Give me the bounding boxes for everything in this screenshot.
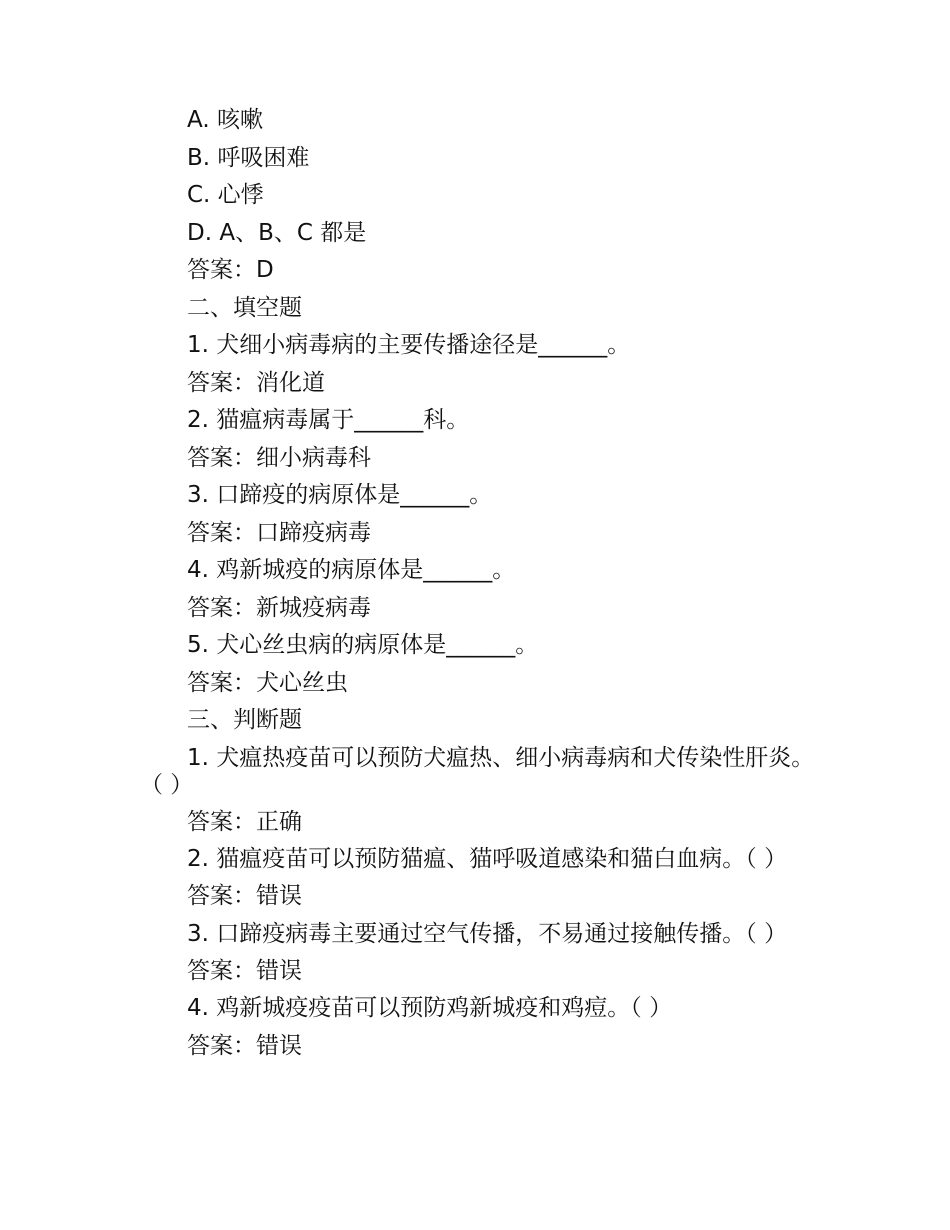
fill-question-3: 3. 口蹄疫的病原体是______。 <box>187 482 493 508</box>
fill-question-5: 5. 犬心丝虫病的病原体是______。 <box>187 632 539 658</box>
fill-question-2: 2. 猫瘟病毒属于______科。 <box>187 407 470 433</box>
option-a: A. 咳嗽 <box>187 107 263 133</box>
option-d: D. A、B、C 都是 <box>187 219 367 246</box>
fill-answer-4: 答案：新城疫病毒 <box>187 594 371 621</box>
fill-question-1: 1. 犬细小病毒病的主要传播途径是______。 <box>187 332 631 358</box>
fill-answer-2: 答案：细小病毒科 <box>187 444 371 471</box>
fill-answer-3: 答案：口蹄疫病毒 <box>187 519 371 546</box>
tf-question-1: 1. 犬瘟热疫苗可以预防犬瘟热、细小病毒病和犬传染性肝炎。（ ） <box>140 744 815 798</box>
tf-answer-3: 答案：错误 <box>187 957 302 984</box>
document-body <box>140 102 820 1065</box>
fill-question-4: 4. 鸡新城疫的病原体是______。 <box>187 557 516 583</box>
option-c: C. 心悸 <box>187 182 264 208</box>
section-heading-fill-blank: 二、填空题 <box>187 294 302 321</box>
option-b: B. 呼吸困难 <box>187 144 310 171</box>
tf-question-3: 3. 口蹄疫病毒主要通过空气传播，不易通过接触传播。（ ） <box>187 920 788 947</box>
fill-answer-5: 答案：犬心丝虫 <box>187 669 348 696</box>
answer-mc: 答案：D <box>187 257 274 283</box>
tf-answer-4: 答案：错误 <box>187 1032 302 1059</box>
tf-question-2: 2. 猫瘟疫苗可以预防猫瘟、猫呼吸道感染和猫白血病。（ ） <box>187 846 788 872</box>
tf-answer-2: 答案：错误 <box>187 883 302 909</box>
section-heading-true-false: 三、判断题 <box>187 707 302 733</box>
tf-question-4: 4. 鸡新城疫疫苗可以预防鸡新城疫和鸡痘。（ ） <box>187 995 673 1021</box>
fill-answer-1: 答案：消化道 <box>187 369 325 396</box>
tf-answer-1: 答案：正确 <box>187 808 302 835</box>
